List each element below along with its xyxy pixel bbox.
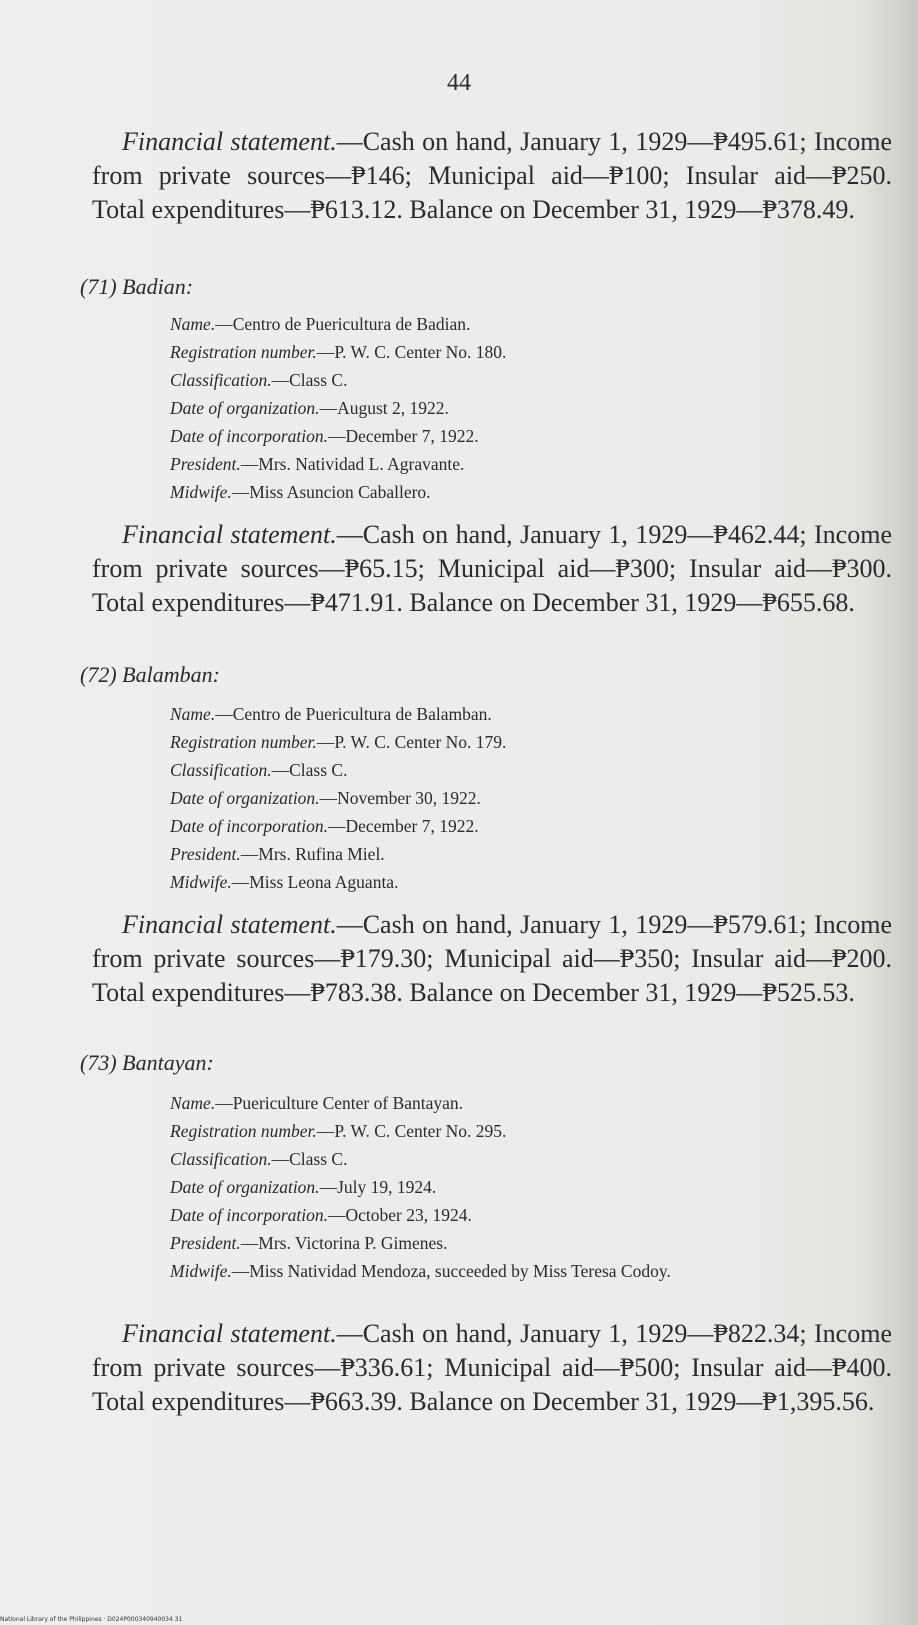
financial-statement-label: Financial statement. xyxy=(122,520,337,549)
entry-place: Badian: xyxy=(122,274,194,299)
entry-number: (73) xyxy=(80,1050,117,1075)
detail-row-incorporation: Date of incorporation.—December 7, 1922. xyxy=(170,816,479,836)
detail-row-incorporation: Date of incorporation.—October 23, 1924. xyxy=(170,1205,472,1225)
entry-heading xyxy=(80,662,220,688)
financial-statement-label: Financial statement. xyxy=(122,127,337,156)
entry-number: (71) xyxy=(80,274,117,299)
detail-row-registration: Registration number.—P. W. C. Center No. 295. xyxy=(170,1121,507,1141)
detail-row-organization: Date of organization.—November 30, 1922. xyxy=(170,788,481,808)
financial-statement-text: —Cash on hand, January 1, 1929—₱579.61; Income from private sources—₱179.30; Municipal aid—₱350; Insular aid—₱200. Total expenditures—₱783.38. Balance on December 31, 1929—₱525.53. xyxy=(92,910,892,1007)
financial-statement xyxy=(92,908,892,1010)
entry-heading xyxy=(80,274,193,300)
detail-row-president: President.—Mrs. Victorina P. Gimenes. xyxy=(170,1233,448,1253)
financial-statement-text: —Cash on hand, January 1, 1929—₱462.44; Income from private sources—₱65.15; Municipal aid—₱300; Insular aid—₱300. Total expenditures—₱471.91. Balance on December 31, 1929—₱655.68. xyxy=(92,520,892,617)
entry-details xyxy=(170,700,890,896)
entry-details xyxy=(170,1089,890,1285)
detail-row-president: President.—Mrs. Natividad L. Agravante. xyxy=(170,454,465,474)
financial-statement-label: Financial statement. xyxy=(122,910,337,939)
financial-statement-label: Financial statement. xyxy=(122,1319,337,1348)
detail-row-classification: Classification.—Class C. xyxy=(170,1149,348,1169)
page-number: 44 xyxy=(447,70,471,96)
intro-financial-statement xyxy=(92,125,892,227)
scan-footer: National Library of the Philippines · D024P000340940034 31 xyxy=(0,1616,183,1623)
financial-statement xyxy=(92,1317,892,1419)
entry-heading xyxy=(80,1050,214,1076)
detail-row-name: Name.—Centro de Puericultura de Balamban. xyxy=(170,704,492,724)
detail-row-organization: Date of organization.—August 2, 1922. xyxy=(170,398,449,418)
detail-row-president: President.—Mrs. Rufina Miel. xyxy=(170,844,385,864)
detail-row-classification: Classification.—Class C. xyxy=(170,760,348,780)
financial-statement-text: —Cash on hand, January 1, 1929—₱495.61; Income from private sources—₱146; Municipal aid—₱100; Insular aid—₱250. Total expenditures—₱613.12. Balance on December 31, 1929—₱378.49. xyxy=(92,127,892,224)
detail-row-midwife: Midwife.—Miss Leona Aguanta. xyxy=(170,872,399,892)
detail-row-registration: Registration number.—P. W. C. Center No. 180. xyxy=(170,342,507,362)
detail-row-incorporation: Date of incorporation.—December 7, 1922. xyxy=(170,426,479,446)
detail-row-classification: Classification.—Class C. xyxy=(170,370,348,390)
financial-statement-text: —Cash on hand, January 1, 1929—₱822.34; Income from private sources—₱336.61; Municipal aid—₱500; Insular aid—₱400. Total expenditures—₱663.39. Balance on December 31, 1929—₱1,395.56. xyxy=(92,1319,892,1416)
entry-place: Balamban: xyxy=(122,662,220,687)
detail-row-name: Name.—Puericulture Center of Bantayan. xyxy=(170,1093,464,1113)
entry-place: Bantayan: xyxy=(122,1050,214,1075)
detail-row-midwife: Midwife.—Miss Natividad Mendoza, succeeded by Miss Teresa Codoy. xyxy=(170,1261,671,1281)
entry-number: (72) xyxy=(80,662,117,687)
detail-row-midwife: Midwife.—Miss Asuncion Caballero. xyxy=(170,482,431,502)
detail-row-registration: Registration number.—P. W. C. Center No. 179. xyxy=(170,732,507,752)
financial-statement xyxy=(92,518,892,620)
detail-row-name: Name.—Centro de Puericultura de Badian. xyxy=(170,314,471,334)
entry-details xyxy=(170,310,890,506)
detail-row-organization: Date of organization.—July 19, 1924. xyxy=(170,1177,437,1197)
